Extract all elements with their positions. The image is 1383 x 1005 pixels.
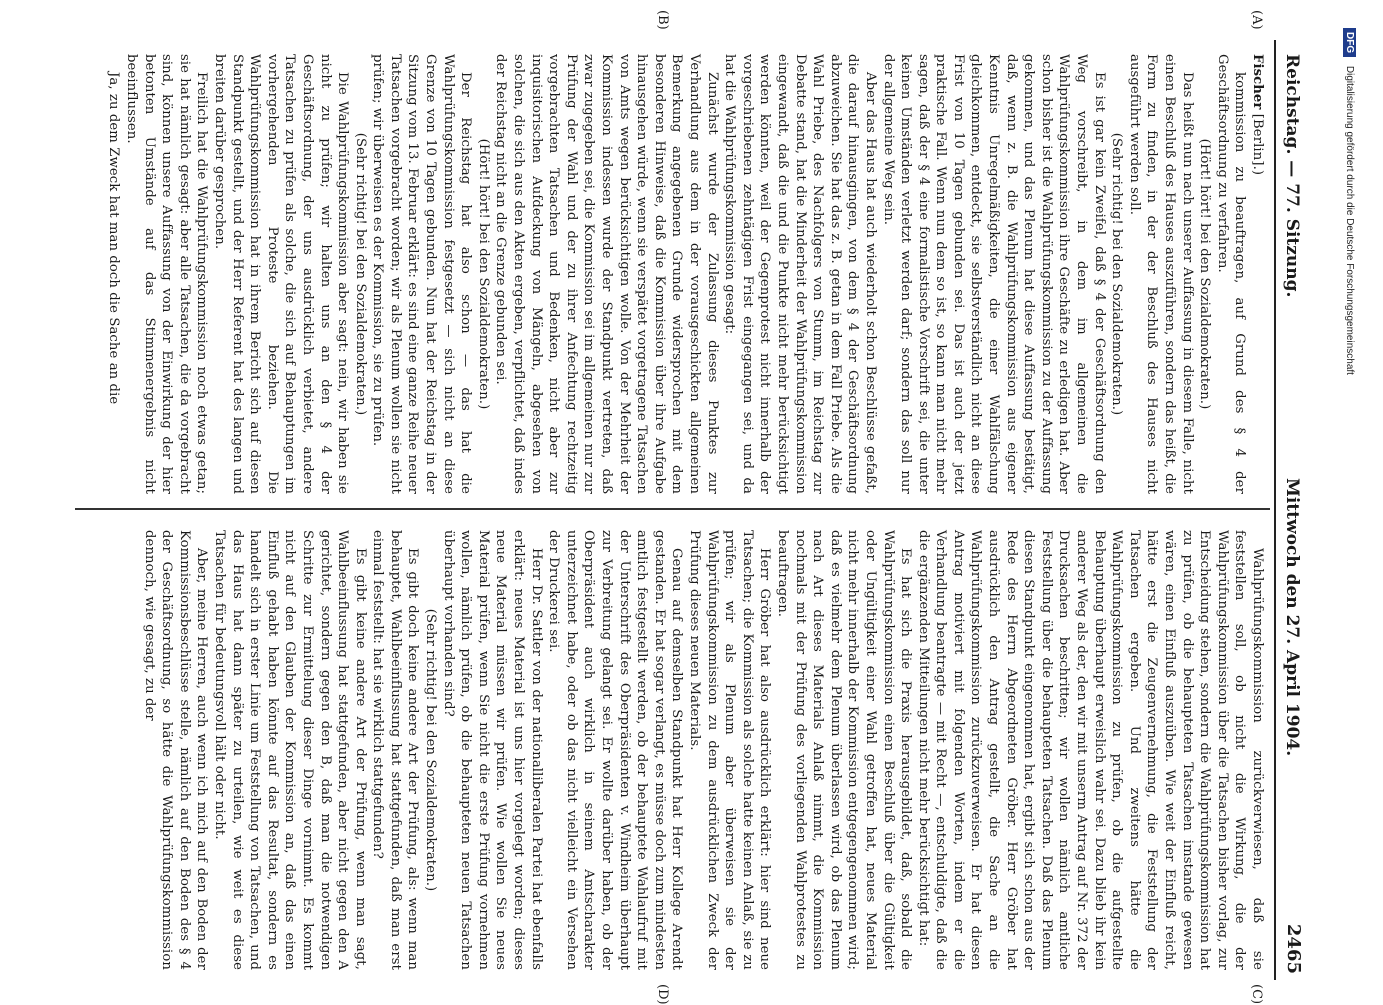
- interjection: (Hört! hört! bei den Sozialdemokraten.): [1197, 138, 1213, 410]
- interjection: (Sehr richtig! bei den Sozialdemokraten.): [1109, 132, 1125, 416]
- paragraph: Es gibt keine andere Art der Prüfung, wenn man sagt, Wahlbeeinflussung hat stattgefunden, aber nicht gegen den A gerichtet, sondern gegen den B, daß man die notwendigen Schritte zur Ermittelung dieser Dinge vornimmt. Es kommt nicht auf den Glauben der Kommission an, daß das einen Einfluß gehabt haben könnte auf das Resultat, sondern es handelt sich in erster Linie um Feststellung von Tatsachen, und das Haus hat dann später zu urteilen, wie weit es diese Tatsachen für bedeutungsvoll hält oder nicht.: [211, 530, 368, 970]
- margin-mark-a: (A): [1249, 10, 1264, 30]
- credit-text: Digitalisierung gefördert durch die Deutsche Forschungsgemeinschaft: [1344, 65, 1355, 375]
- margin-mark-d: (D): [655, 984, 670, 1005]
- right-column: [140, 530, 1266, 970]
- paragraph: [1248, 54, 1266, 494]
- interjection: (Hört! hört! bei den Sozialdemokraten.): [475, 138, 491, 410]
- page-number: 2465: [1283, 923, 1304, 974]
- interjection: (Sehr richtig! bei den Sozialdemokraten.): [423, 608, 439, 892]
- paragraph: Genau auf demselben Standpunkt hat Herr Kollege Arendt gestanden. Er hat sogar verlangt, es müsse doch zum mindesten amtlich festgestellt werden, ob der behauptete Wahlaufruf mit der Unterschrift des Oberpräsidenten v. Windheim überhaupt zur Verbreitung gelangt sei. Er wollte darüber haben, ob der Oberpräsident auch wirklich in seinem Amtscharakter unterzeichnet habe, oder ob das nicht vielleicht ein Versehen der Druckerei sei.: [546, 530, 685, 970]
- column-divider: [75, 508, 1270, 510]
- speaker-note: [Berlin].): [1250, 113, 1265, 176]
- paragraph: Das heißt nun nach unserer Auffassung in diesem Falle, nicht einen Beschluß des Hauses auszuführen, sondern das heißt, die Form zu finden, in der der Beschluß des Hauses nicht ausgeführt werden soll.: [1126, 54, 1195, 494]
- interjection: (Sehr richtig! bei den Sozialdemokraten.): [352, 132, 368, 416]
- paragraph: Freilich hat die Wahlprüfungskommission noch etwas getan; sie hat nämlich gesagt: aber alle Tatsachen, die da vorgebracht sind, können unsere Auffassung von der Einwirkung der hier betonten Umstände auf das Stimmenergebnis nicht beeinflussen.: [124, 54, 210, 494]
- dfg-logo: DFG: [1343, 28, 1356, 57]
- page-header: [1276, 40, 1310, 980]
- paragraph: Aber das Haus hat auch wiederholt schon Beschlüsse gefaßt, die darauf hinausgingen, von dem § 4 der Geschäftsordnung abzuweichen. Sie hat das z. B. getan in dem Fall Priebe. Als die Wahl Priebe, des Nachfolgers von Stumm, im Reichstag zur Debatte stand, hat die Minderheit der Wahlprüfungskommission eingewandt, daß die und die Punkte nicht mehr berücksichtigt werden könnten, weil der Gegenprotest nicht innerhalb der vorgeschriebenen zehntägigen Frist eingegangen sei, und da hat die Wahlprüfungskommission gesagt:: [722, 54, 878, 494]
- paragraph: Der Reichstag hat also schon — das hat die Wahlprüfungskommission festgesetzt — sich nicht an diese Grenze von 10 Tagen gebunden. Nun hat der Reichstag in der Sitzung vom 13. Februar erklärt: es sind eine ganze Reihe neuer Tatsachen vorgebracht worden; wir als Plenum wollen sie nicht prüfen; wir überweisen es der Kommission, sie zu prüfen.: [370, 54, 474, 494]
- session-date: Mittwoch den 27. April 1904.: [1282, 478, 1302, 757]
- paragraph: Zunächst wurde der Zulassung dieses Punktes zur Verhandlung aus dem in der vorausgeschickten allgemeinen Bemerkung angegebenen Grunde widersprochen mit dem besonderen Hinweise, daß die Kommission über ihre Aufgabe hinausgehen würde, wenn sie verspätet vorgetragene Tatsachen von Amts wegen berücksichtigen wolle. Von der Mehrheit der Kommission indessen wurde der Standpunkt vertreten, daß zwar zugegeben sei, die Kommission sei im allgemeinen nur zur Prüfung der Wahl und der zu ihrer Anfechtung rechtzeitig vorgebrachten Tatsachen und Bedenken, nicht aber zur inquisitorischen Aufdeckung von Mängeln, abgesehen von solchen, die sich aus den Akten ergeben, verpflichtet, daß indes der Reichstag nicht an die Grenze gebunden sei.: [493, 54, 720, 494]
- margin-mark-b: (B): [655, 10, 670, 30]
- paragraph: Ja, zu dem Zweck hat man doch die Sache an die: [106, 72, 122, 405]
- paragraph: kommission zu beauftragen, auf Grund des § 4 der Geschäftsordnung zu verfahren.: [1214, 54, 1248, 494]
- paragraph: Es gibt doch keine andere Art der Prüfung, als: wenn man behauptet, Wahlbeeinflussung hat stattgefunden, daß man erst einmal feststellt: hat sie wirklich stattgefunden?: [370, 530, 421, 970]
- digitization-credit: [1334, 28, 1356, 976]
- margin-mark-c: (C): [1249, 984, 1264, 1005]
- paragraph: Herr Gröber hat also ausdrücklich erklärt: hier sind neue Tatsachen; die Kommission als solche hatte keinen Anlaß, sie zu prüfen; wir als Plenum aber überweisen sie der Wahlprüfungskommission zu dem ausdrücklichen Zweck der Prüfung dieses neuen Materials.: [687, 530, 773, 970]
- rotated-page: [60, 10, 1310, 1005]
- header-rule: [1274, 40, 1276, 980]
- paragraph: Die Wahlprüfungskommission aber sagt: nein, wir haben sie nicht zu prüfen; wir halten uns an den § 4 der Geschäftsordnung, der uns ausdrücklich verbietet, andere Tatsachen zu prüfen als solche, die sich auf Behauptungen im vorhergehenden Proteste beziehen. Die Wahlprüfungskommission hat in ihrem Bericht sich auf diesen Standpunkt gestellt, und der Herr Referent hat des langen und breiten darüber gesprochen.: [211, 54, 351, 494]
- left-column: [105, 54, 1266, 494]
- speaker-name: Fischer: [1250, 54, 1265, 110]
- paragraph: Herr Dr. Sattler von der nationalliberalen Partei hat ebenfalls erklärt: neues Material ist uns hier vorgelegt worden; dieses neue Material müssen wir prüfen. Wie wollen Sie neues Material prüfen, wenn Sie nicht die erste Prüfung vornehmen wollen, nämlich prüfen, ob die behaupteten neuen Tatsachen überhaupt vorhanden sind?: [440, 530, 544, 970]
- paragraph: Aber, meine Herren, auch wenn ich mich auf den Boden der Kommissionsbeschlüsse stelle, nämlich auf den Boden des § 4 der Geschäftsordnung, so hätte die Wahlprüfungskommission dennoch, wie gesagt, zu der: [141, 530, 210, 970]
- session-title: Reichstag. — 77. Sitzung.: [1282, 54, 1302, 298]
- paragraph: Wahlprüfungskommission zurückverwiesen, daß sie feststellen soll, ob nicht die Wirkung, die der Wahlprüfungskommission über die Tatsachen bisher vorlag, zur Entscheidung stehen, sondern die Wahlprüfungskommission hat zu prüfen, ob die behaupteten Tatsachen imstande gewesen wären, einen Einfluß auszuüben. Wie weit der Einfluß reicht, hätte erst die Zeugenvernehmung, die Feststellung der Tatsachen ergeben. Und zweitens hätte die Wahlprüfungskommission zu prüfen, ob die aufgestellte Behauptung überhaupt erweislich wahr sei. Dazu blieb ihr kein anderer Weg als der, den wir mit unserm Antrag auf Nr. 372 der Drucksachen beschritten; wir wollen nämlich amtliche Feststellung über die behaupteten Tatsachen. Daß das Plenum diesen Standpunkt eingenommen hat, ergibt sich schon aus der Rede des Herrn Abgeordneten Gröber. Herr Gröber hat ausdrücklich den Antrag gestellt, die Sache an die Wahlprüfungskommission zurückzuverweisen. Er hat diesen Antrag motiviert mit folgenden Worten, indem er die Verhandlung beantragte — mit Recht —, entschuldigte, daß die die ergänzenden Mitteilungen nicht mehr berücksichtigt hat:: [915, 530, 1265, 970]
- paragraph: Es ist gar kein Zweifel, daß § 4 der Geschäftsordnung den Weg vorschreibt, in dem im allgemeinen die Wahlprüfungskommission ihre Geschäfte zu erledigen hat. Aber schon bisher ist die Wahlprüfungskommission zu der Auffassung gekommen, und das Plenum hat diese Auffassung bestätigt, daß, wenn z. B. die Wahlprüfungskommission aus eigener Kenntnis Unregelmäßigkeiten, die einer Wahlfälschung gleichkommen, entdeckt, sie selbstverständlich nicht an diese Frist von 10 Tagen gebunden sei. Das ist auch der jetzt praktische Fall. Wenn nun dem so ist, so kann man nicht mehr sagen, daß der § 4 eine formalistische Vorschrift sei, die unter keinen Umständen verletzt werden darf; sondern das soll nur der allgemeine Weg sein.: [880, 54, 1107, 494]
- paragraph: Es hat sich die Praxis herausgebildet, daß, sobald die Wahlprüfungskommission einen Beschluß über die Gültigkeit oder Ungültigkeit einer Wahl getroffen hat, neues Material nicht mehr innerhalb der Kommission entgegengenommen wird; daß es vielmehr dem Plenum überlassen wird, ob das Plenum nach Art dieses Materials Anlaß nimmt, die Kommission nochmals mit der Prüfung des vorliegenden Wahlprotestes zu beauftragen.: [774, 530, 914, 970]
